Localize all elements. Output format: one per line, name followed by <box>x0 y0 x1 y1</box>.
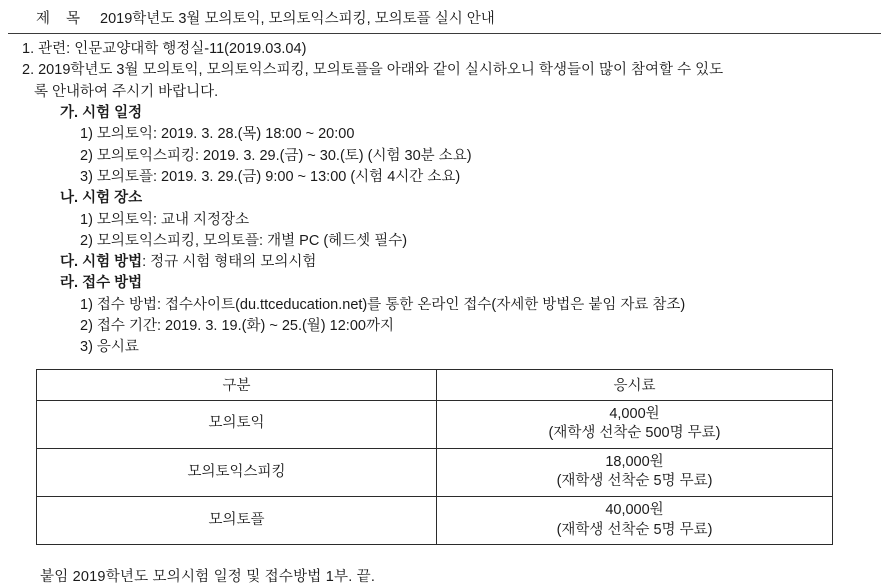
section-item-schedule-3: 3) 모의토플: 2019. 3. 29.(금) 9:00 ~ 13:00 (시험 4시간 소요) <box>80 168 461 185</box>
table-header-row <box>37 369 833 400</box>
section-heading-method <box>14 252 879 273</box>
table-cell-fee <box>437 400 833 448</box>
fee-amount: 4,000원 <box>609 405 660 422</box>
fee-amount: 40,000원 <box>605 501 664 518</box>
table-cell-name: 모의토익 <box>37 400 437 448</box>
attachment-note: 붙임 2019학년도 모의시험 일정 및 접수방법 1부. 끝. <box>40 569 376 586</box>
section-item-location-2: 2) 모의토익스피킹, 모의토플: 개별 PC (헤드셋 필수) <box>80 232 408 249</box>
table-cell-name: 모의토익스피킹 <box>37 448 437 496</box>
title-field-label: 제 목 <box>36 11 87 27</box>
fee-table <box>36 369 833 545</box>
section-heading-location: 나. 시험 장소 <box>60 190 143 207</box>
section-heading-method-rest: : 정규 시험 형태의 모의시험 <box>142 254 317 271</box>
fee-note: (재학생 선착순 5명 무료) <box>556 473 713 490</box>
table-header-category: 구분 <box>37 369 437 400</box>
body-line-1: 1. 관련: 인문교양대학 행정실-11(2019.03.04) <box>22 41 307 57</box>
table-cell-fee <box>437 448 833 496</box>
fee-table-wrapper <box>36 369 832 545</box>
table-header-fee: 응시료 <box>437 369 833 400</box>
table-cell-fee <box>437 496 833 544</box>
fee-note: (재학생 선착순 500명 무료) <box>548 425 721 442</box>
section-heading-schedule: 가. 시험 일정 <box>60 104 143 121</box>
section-item-registration-2: 2) 접수 기간: 2019. 3. 19.(화) ~ 25.(월) 12:00까지 <box>80 318 394 335</box>
body-line-3: 록 안내하여 주시기 바랍니다. <box>34 83 219 100</box>
section-item-registration-3: 3) 응시료 <box>80 339 139 356</box>
document-title-row <box>0 0 889 28</box>
section-item-registration-1: 1) 접수 방법: 접수사이트(du.ttceducation.net)를 통한 온라인 접수(자세한 방법은 붙임 자료 참조) <box>80 296 686 313</box>
section-item-schedule-2: 2) 모의토익스피킹: 2019. 3. 29.(금) ~ 30.(토) (시험 30분 소요) <box>80 147 472 164</box>
fee-note: (재학생 선착순 5명 무료) <box>556 521 713 538</box>
table-row <box>37 400 833 448</box>
fee-amount: 18,000원 <box>605 453 664 470</box>
document-body <box>0 34 889 359</box>
section-heading-registration: 라. 접수 방법 <box>60 275 143 292</box>
page-title: 2019학년도 3월 모의토익, 모의토익스피킹, 모의토플 실시 안내 <box>100 11 495 27</box>
section-heading-method-bold: 다. 시험 방법 <box>60 254 143 271</box>
section-item-location-1: 1) 모의토익: 교내 지정장소 <box>80 211 250 228</box>
table-row <box>37 448 833 496</box>
body-line-2: 2. 2019학년도 3월 모의토익, 모의토익스피킹, 모의토플을 아래와 같이 실시하오니 학생들이 많이 참여할 수 있도 <box>22 62 724 79</box>
table-row <box>37 496 833 544</box>
section-item-schedule-1: 1) 모의토익: 2019. 3. 28.(목) 18:00 ~ 20:00 <box>80 126 355 143</box>
table-cell-name: 모의토플 <box>37 496 437 544</box>
